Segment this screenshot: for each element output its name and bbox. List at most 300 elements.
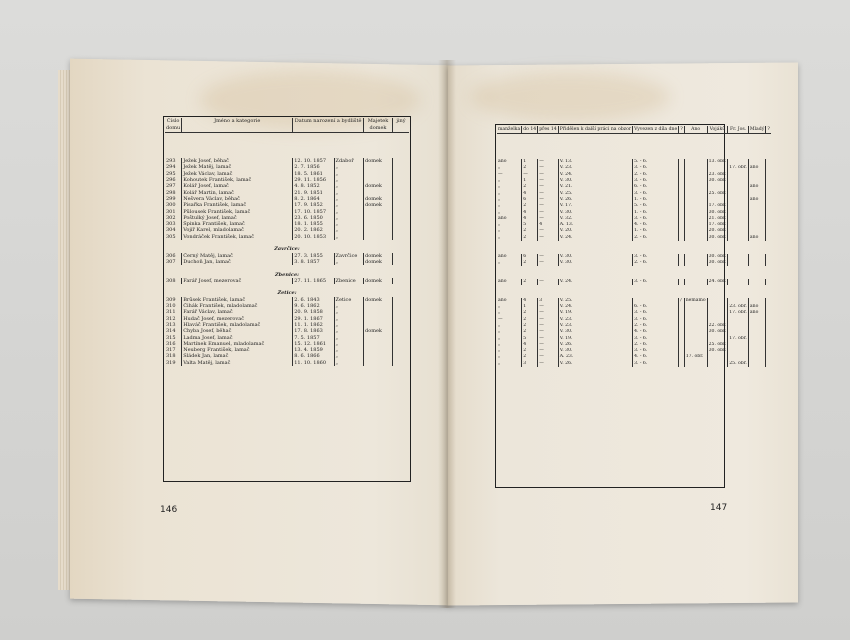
table-cell: V. 26. bbox=[558, 197, 632, 203]
table-cell: 24. obr. bbox=[708, 278, 727, 284]
left-table-header bbox=[165, 118, 409, 133]
table-cell: 3. - 6. bbox=[633, 310, 679, 316]
table-cell: „ bbox=[334, 259, 364, 265]
table-cell: / bbox=[679, 298, 684, 304]
table-cell: „ bbox=[498, 304, 501, 310]
table-cell: 27. 3. 1855 bbox=[293, 253, 334, 259]
table-cell: 4. - 6. bbox=[633, 329, 679, 335]
col-header-removed: Vyvezen z díla dne bbox=[634, 127, 678, 132]
col-header-children-under: do 14 bbox=[523, 127, 537, 132]
table-cell: „ bbox=[498, 190, 501, 196]
table-cell: 2 bbox=[522, 348, 538, 354]
col-header-children-over: přes 14 bbox=[539, 127, 557, 132]
table-cell: 21. obr. bbox=[708, 215, 727, 221]
table-cell: — bbox=[538, 354, 559, 360]
table-cell: „ bbox=[498, 165, 501, 171]
table-cell: 17. 8. 1863 bbox=[293, 328, 334, 334]
table-cell: — bbox=[538, 178, 559, 184]
table-cell: 13. 4. 1859 bbox=[293, 347, 334, 353]
table-cell: V. 17. bbox=[558, 203, 632, 209]
table-cell: „ bbox=[498, 354, 501, 360]
table-cell: 30. obr. bbox=[708, 178, 727, 184]
table-cell: V. 23. bbox=[558, 165, 632, 171]
table-cell: 3. - 6. bbox=[633, 165, 679, 171]
table-cell: 25. obr. bbox=[708, 341, 727, 347]
table-cell: ano bbox=[748, 310, 765, 316]
table-cell: 298 bbox=[166, 189, 176, 196]
table-cell: „ bbox=[334, 316, 364, 322]
table-cell: 2 bbox=[522, 317, 538, 323]
table-cell: „ bbox=[334, 190, 364, 196]
table-cell: 311 bbox=[166, 309, 176, 316]
table-cell: domek bbox=[364, 328, 393, 334]
col-header-name: Jméno a kategorie bbox=[182, 118, 293, 133]
table-cell: Zbenice bbox=[334, 278, 364, 284]
table-cell: — bbox=[538, 329, 559, 335]
table-cell: 315 bbox=[166, 334, 176, 341]
table-cell: V. 30. bbox=[558, 260, 632, 266]
table-cell: 3. - 6. bbox=[633, 216, 679, 222]
table-cell: 23. obr. bbox=[729, 304, 747, 310]
table-cell: 20. obr. bbox=[708, 228, 727, 234]
table-cell: „ bbox=[498, 178, 501, 184]
table-cell: 310 bbox=[166, 303, 176, 310]
table-cell: 15. 12. 1861 bbox=[293, 341, 334, 347]
table-cell: 3. - 6. bbox=[633, 178, 679, 184]
table-cell: V. 24. bbox=[558, 235, 632, 241]
table-cell: domek bbox=[364, 183, 393, 189]
table-cell: V. 30. bbox=[558, 329, 632, 335]
table-cell: 30. obr. bbox=[708, 209, 727, 215]
table-cell: ano bbox=[748, 304, 765, 310]
table-cell: — bbox=[538, 310, 559, 316]
table-cell: Zdaboř bbox=[334, 158, 364, 164]
table-cell: 2. - 6. bbox=[633, 260, 679, 266]
table-cell: ano bbox=[748, 184, 765, 190]
table-cell: 2 bbox=[522, 329, 538, 335]
table-cell: 2. 7. 1856 bbox=[293, 164, 334, 170]
table-cell bbox=[393, 360, 410, 366]
table-cell: 30. obr. bbox=[708, 329, 727, 335]
table-cell: „ bbox=[498, 222, 501, 228]
table-cell: „ bbox=[334, 164, 364, 170]
col-header-property-other: jiný bbox=[393, 118, 410, 133]
table-cell: 295 bbox=[166, 170, 176, 177]
table-cell: 18. 1. 1855 bbox=[293, 221, 334, 227]
table-cell: — bbox=[538, 172, 559, 178]
spacer-row bbox=[497, 134, 771, 141]
section-heading: Zavrčice: bbox=[274, 246, 300, 253]
table-cell: V. 19. bbox=[558, 310, 632, 316]
table-cell: Nešvera Václav, běhač bbox=[182, 196, 293, 202]
table-cell: V. 19. bbox=[558, 336, 632, 342]
table-cell: „ bbox=[334, 322, 364, 328]
table-cell: 17. obr. bbox=[708, 203, 727, 209]
table-cell bbox=[766, 361, 771, 367]
table-cell: Černý Matěj, lamač bbox=[182, 253, 293, 259]
table-cell: domek bbox=[364, 259, 393, 265]
table-cell: domek bbox=[364, 297, 393, 303]
table-cell: — bbox=[538, 361, 559, 367]
table-cell: Vondráček František, lamač bbox=[182, 234, 293, 240]
table-cell: „ bbox=[498, 310, 501, 316]
table-cell: 20. 2. 1862 bbox=[293, 227, 334, 233]
left-table-body bbox=[165, 133, 409, 366]
table-cell: „ bbox=[334, 221, 364, 227]
table-cell: „ bbox=[498, 228, 501, 234]
table-cell: 4. - 6. bbox=[633, 222, 679, 228]
table-cell: V. 25. bbox=[558, 191, 632, 197]
table-cell: — bbox=[538, 279, 559, 285]
table-cell: domek bbox=[364, 253, 393, 259]
table-cell: V. 30. bbox=[558, 348, 632, 354]
table-cell: — bbox=[538, 197, 559, 203]
col-header-unknown: ? bbox=[680, 127, 683, 132]
col-header-dolem-ano: Ano bbox=[684, 126, 707, 134]
table-cell: 3 bbox=[522, 361, 538, 367]
table-cell: — bbox=[538, 203, 559, 209]
table-cell: 1 bbox=[522, 178, 538, 184]
table-cell: „ bbox=[498, 348, 501, 354]
table-cell: „ bbox=[334, 171, 364, 177]
table-cell: Pisařka František, lamač bbox=[182, 202, 293, 208]
table-row bbox=[165, 360, 409, 366]
col-header-property-house: Majetek domek bbox=[364, 118, 393, 133]
book-gutter bbox=[438, 60, 456, 608]
table-cell: 297 bbox=[166, 183, 176, 190]
table-cell: 3. - 6. bbox=[633, 279, 679, 285]
table-row bbox=[497, 361, 771, 367]
table-cell: 6 bbox=[522, 254, 538, 260]
table-cell: „ bbox=[498, 234, 501, 240]
table-cell: 313 bbox=[166, 321, 176, 328]
table-cell: — bbox=[538, 317, 559, 323]
table-cell: domek bbox=[364, 196, 393, 202]
table-cell: 9. 6. 1862 bbox=[293, 303, 334, 309]
table-cell: 20. 10. 1853 bbox=[293, 234, 334, 240]
col-header-politically: Mladý bbox=[749, 127, 765, 132]
table-cell: 3. - 6. bbox=[633, 191, 679, 197]
table-cell: — bbox=[538, 191, 559, 197]
table-cell: 3. - 6. bbox=[633, 254, 679, 260]
table-cell: 17. obr. bbox=[729, 335, 747, 341]
table-cell: 2 bbox=[522, 310, 538, 316]
table-cell: — bbox=[538, 159, 559, 165]
col-header-fr-jos: Fr. Jos. bbox=[728, 126, 749, 134]
right-table-body bbox=[497, 134, 771, 367]
table-cell: 29. 1. 1867 bbox=[293, 316, 334, 322]
table-cell: 2. - 6. bbox=[633, 323, 679, 329]
table-cell: Čihák František, mladolamač bbox=[182, 303, 293, 309]
table-cell: 18. 5. 1861 bbox=[293, 171, 334, 177]
table-cell: 2 bbox=[522, 354, 538, 360]
table-cell: 301 bbox=[166, 208, 176, 215]
table-cell: V. 32. bbox=[558, 216, 632, 222]
table-cell: 3. 8. 1857 bbox=[293, 259, 334, 265]
table-cell: „ bbox=[498, 184, 501, 190]
table-cell: V. 30. bbox=[558, 178, 632, 184]
table-cell: 2 bbox=[522, 323, 538, 329]
table-cell: 4 bbox=[522, 210, 538, 216]
table-cell: 312 bbox=[166, 315, 176, 322]
table-cell: 296 bbox=[166, 177, 176, 184]
table-cell: 5 bbox=[522, 336, 538, 342]
table-cell: „ bbox=[334, 328, 364, 334]
table-cell: V. 21. bbox=[558, 184, 632, 190]
table-cell: — bbox=[538, 210, 559, 216]
table-cell: — bbox=[538, 165, 559, 171]
table-cell: V. 20. bbox=[558, 228, 632, 234]
table-cell: — bbox=[498, 316, 503, 322]
table-cell: 8. 2. 1864 bbox=[293, 196, 334, 202]
table-cell: 319 bbox=[166, 359, 176, 366]
table-cell: V. 30. bbox=[558, 210, 632, 216]
table-cell: 20. 9. 1858 bbox=[293, 309, 334, 315]
table-cell: 1. - 6. bbox=[633, 197, 679, 203]
table-cell: „ bbox=[498, 196, 501, 202]
table-cell: 25. obr. bbox=[729, 360, 747, 366]
section-heading: Zbenice: bbox=[275, 271, 299, 278]
table-cell: 3. - 6. bbox=[633, 348, 679, 354]
table-cell: „ bbox=[498, 322, 501, 328]
table-cell: „ bbox=[498, 209, 501, 215]
table-cell: ano bbox=[498, 297, 507, 303]
table-cell: „ bbox=[334, 215, 364, 221]
table-cell: ano bbox=[748, 165, 765, 171]
table-cell bbox=[748, 361, 765, 367]
table-cell: „ bbox=[334, 353, 364, 359]
table-cell: 4 bbox=[522, 342, 538, 348]
table-cell: Duchoň Jan, lamač bbox=[182, 259, 293, 265]
table-cell: — bbox=[522, 172, 538, 178]
table-cell: Valta Matěj, lamač bbox=[182, 360, 293, 366]
table-cell: Farář Václav, lamač bbox=[182, 309, 293, 315]
table-cell: 4 bbox=[538, 222, 559, 228]
table-cell: 6 bbox=[522, 197, 538, 203]
table-cell: 1 bbox=[522, 304, 538, 310]
table-cell: 1. - 6. bbox=[633, 210, 679, 216]
table-cell: 2 bbox=[522, 203, 538, 209]
table-cell: Kolář Josef, lamač bbox=[182, 183, 293, 189]
table-cell: 304 bbox=[166, 227, 176, 234]
table-cell: ano bbox=[498, 253, 507, 259]
table-cell: 4 bbox=[522, 298, 538, 304]
table-cell: 2 bbox=[522, 228, 538, 234]
table-cell: 23. 6. 1850 bbox=[293, 215, 334, 221]
table-cell: 3. - 6. bbox=[633, 336, 679, 342]
col-header-birth: Datum narození a bydliště bbox=[293, 118, 364, 133]
table-cell: 4 bbox=[522, 191, 538, 197]
table-cell: 30. obr. bbox=[708, 348, 727, 354]
table-cell: 30. obr. bbox=[708, 234, 727, 240]
table-cell: 4. 8. 1852 bbox=[293, 183, 334, 189]
table-cell: „ bbox=[334, 347, 364, 353]
table-cell: 4. - 6. bbox=[633, 354, 679, 360]
section-heading: Žetice: bbox=[277, 290, 297, 297]
table-cell: — bbox=[538, 260, 559, 266]
table-cell: ano bbox=[748, 197, 765, 203]
table-cell: Půlousek František, lamač bbox=[182, 209, 293, 215]
table-cell: 2. - 6. bbox=[633, 235, 679, 241]
table-cell: V. 26. bbox=[558, 361, 632, 367]
table-cell: 23. obr. bbox=[708, 171, 727, 177]
table-cell: Poštulký Josef, lamač bbox=[182, 215, 293, 221]
table-cell: 1 bbox=[522, 159, 538, 165]
table-cell: 293 bbox=[166, 158, 176, 165]
table-cell: „ bbox=[334, 209, 364, 215]
table-cell: 305 bbox=[166, 233, 176, 240]
table-cell: 2. 6. 1843 bbox=[293, 297, 334, 303]
table-cell: 318 bbox=[166, 353, 176, 360]
table-cell: ano bbox=[498, 278, 507, 284]
table-cell: 294 bbox=[166, 164, 176, 171]
table-cell: 30. obr. bbox=[708, 259, 727, 265]
paper-stain bbox=[470, 72, 670, 122]
table-cell: V. 24. bbox=[558, 279, 632, 285]
table-cell: 308 bbox=[166, 277, 176, 284]
table-cell: domek bbox=[364, 158, 393, 164]
table-cell: „ bbox=[334, 341, 364, 347]
table-cell: nemámo bbox=[685, 297, 706, 303]
table-cell: V. 23. bbox=[558, 317, 632, 323]
table-cell: 3. - 6. bbox=[633, 361, 679, 367]
table-cell: Hudač Josef, mezerovač bbox=[182, 316, 293, 322]
table-cell: ano bbox=[498, 215, 507, 221]
table-cell: 2 bbox=[522, 184, 538, 190]
table-cell: 2 bbox=[522, 235, 538, 241]
table-cell: Kohoutek František, lamač bbox=[182, 177, 293, 183]
spacer-row bbox=[165, 133, 409, 140]
table-cell: Sládek Jan, lamač bbox=[182, 353, 293, 359]
page-number-right: 147 bbox=[710, 503, 728, 513]
table-cell: — bbox=[538, 254, 559, 260]
table-cell: „ bbox=[334, 335, 364, 341]
table-cell: „ bbox=[498, 203, 501, 209]
table-cell: Hlaváč František, mladolamač bbox=[182, 322, 293, 328]
table-cell: 300 bbox=[166, 202, 176, 209]
table-cell: „ bbox=[498, 360, 501, 366]
table-cell: Ježek Matěj, lamač bbox=[182, 164, 293, 170]
table-cell: 17. obr. bbox=[684, 354, 707, 360]
table-cell: 1. - 6. bbox=[633, 228, 679, 234]
table-cell: — bbox=[538, 336, 559, 342]
table-cell: 6. - 6. bbox=[633, 184, 679, 190]
table-cell: domek bbox=[364, 202, 393, 208]
table-cell: 317 bbox=[166, 347, 176, 354]
table-cell: 4 bbox=[522, 216, 538, 222]
table-cell: — bbox=[498, 171, 503, 177]
table-cell: „ bbox=[334, 360, 364, 366]
table-cell: Brůsek František, lamač bbox=[182, 297, 293, 303]
table-cell: Ježek Josef, běhač bbox=[182, 158, 293, 164]
table-cell: — bbox=[538, 184, 559, 190]
table-cell: 13. obr. bbox=[708, 159, 727, 165]
table-cell: Zavrčice bbox=[334, 253, 364, 259]
table-cell: Žetice bbox=[334, 297, 364, 303]
table-cell: 5 bbox=[522, 222, 538, 228]
table-cell: 27. 11. 1865 bbox=[293, 278, 334, 284]
table-cell: 2. - 6. bbox=[633, 172, 679, 178]
table-cell: „ bbox=[334, 303, 364, 309]
table-cell: Neuberg František, lamač bbox=[182, 347, 293, 353]
table-cell: 2. - 6. bbox=[633, 342, 679, 348]
table-cell: „ bbox=[334, 183, 364, 189]
table-cell: domek bbox=[364, 278, 393, 284]
left-register-table bbox=[165, 118, 409, 366]
table-cell: 306 bbox=[166, 252, 176, 259]
table-cell: Ježek Václav, lamač bbox=[182, 171, 293, 177]
table-cell: V. 23. bbox=[558, 323, 632, 329]
table-cell: 29. 11. 1856 bbox=[293, 177, 334, 183]
table-cell: „ bbox=[498, 335, 501, 341]
table-cell: 17. obr. bbox=[729, 165, 747, 171]
table-cell: V. 30. bbox=[558, 254, 632, 260]
table-cell: A. 13. bbox=[558, 222, 632, 228]
table-cell: 302 bbox=[166, 214, 176, 221]
table-cell: „ bbox=[334, 234, 364, 240]
table-cell: „ bbox=[334, 177, 364, 183]
col-header-soldiers: Vojáků bbox=[707, 126, 728, 134]
table-cell: 21. 9. 1851 bbox=[293, 190, 334, 196]
table-cell: V. 24. bbox=[558, 172, 632, 178]
table-cell: 5. - 6. bbox=[633, 203, 679, 209]
table-cell: Ladma Josef, lamač bbox=[182, 335, 293, 341]
table-cell: Kolář Martin, lamač bbox=[182, 190, 293, 196]
table-cell: V. 13. bbox=[558, 159, 632, 165]
table-cell: 307 bbox=[166, 258, 176, 265]
table-cell: ano bbox=[748, 235, 765, 241]
table-cell: — bbox=[538, 304, 559, 310]
table-cell: 30. obr. bbox=[708, 253, 727, 259]
table-cell bbox=[364, 360, 393, 366]
table-cell: 309 bbox=[166, 296, 176, 303]
table-cell: 2 bbox=[522, 165, 538, 171]
table-cell bbox=[707, 361, 728, 367]
table-cell: — bbox=[538, 216, 559, 222]
table-cell: 11. 1. 1862 bbox=[293, 322, 334, 328]
table-cell: „ bbox=[334, 309, 364, 315]
table-cell: 5. - 6. bbox=[633, 159, 679, 165]
table-cell: — bbox=[538, 323, 559, 329]
col-header-number: Číslo domu bbox=[166, 118, 181, 131]
table-cell: — bbox=[538, 228, 559, 234]
right-register-table bbox=[497, 126, 771, 367]
table-cell: ano bbox=[498, 159, 507, 165]
table-cell: 314 bbox=[166, 328, 176, 335]
table-cell: 316 bbox=[166, 340, 176, 347]
table-cell: 17. 10. 1857 bbox=[293, 209, 334, 215]
table-cell: 2 bbox=[522, 279, 538, 285]
table-cell: 7. 5. 1857 bbox=[293, 335, 334, 341]
table-cell: 11. 10. 1860 bbox=[293, 360, 334, 366]
table-cell: A. 23. bbox=[558, 354, 632, 360]
table-cell: 3 bbox=[538, 298, 559, 304]
table-cell: Vojíř Karel, mladolamač bbox=[182, 227, 293, 233]
table-cell: 2 bbox=[522, 260, 538, 266]
table-cell: 3. - 6. bbox=[633, 317, 679, 323]
table-cell: 299 bbox=[166, 195, 176, 202]
table-cell: 17. 9. 1852 bbox=[293, 202, 334, 208]
table-cell: V. 24. bbox=[558, 304, 632, 310]
spacer-cell bbox=[497, 134, 771, 141]
table-cell: „ bbox=[334, 196, 364, 202]
table-cell: Martínek Emanuel, mladolamač bbox=[182, 341, 293, 347]
table-cell: 8. 6. 1866 bbox=[293, 353, 334, 359]
table-cell: Špinka František, lamač bbox=[182, 221, 293, 227]
table-cell: V. 26. bbox=[558, 342, 632, 348]
table-cell: 303 bbox=[166, 221, 176, 228]
table-cell: „ bbox=[498, 259, 501, 265]
